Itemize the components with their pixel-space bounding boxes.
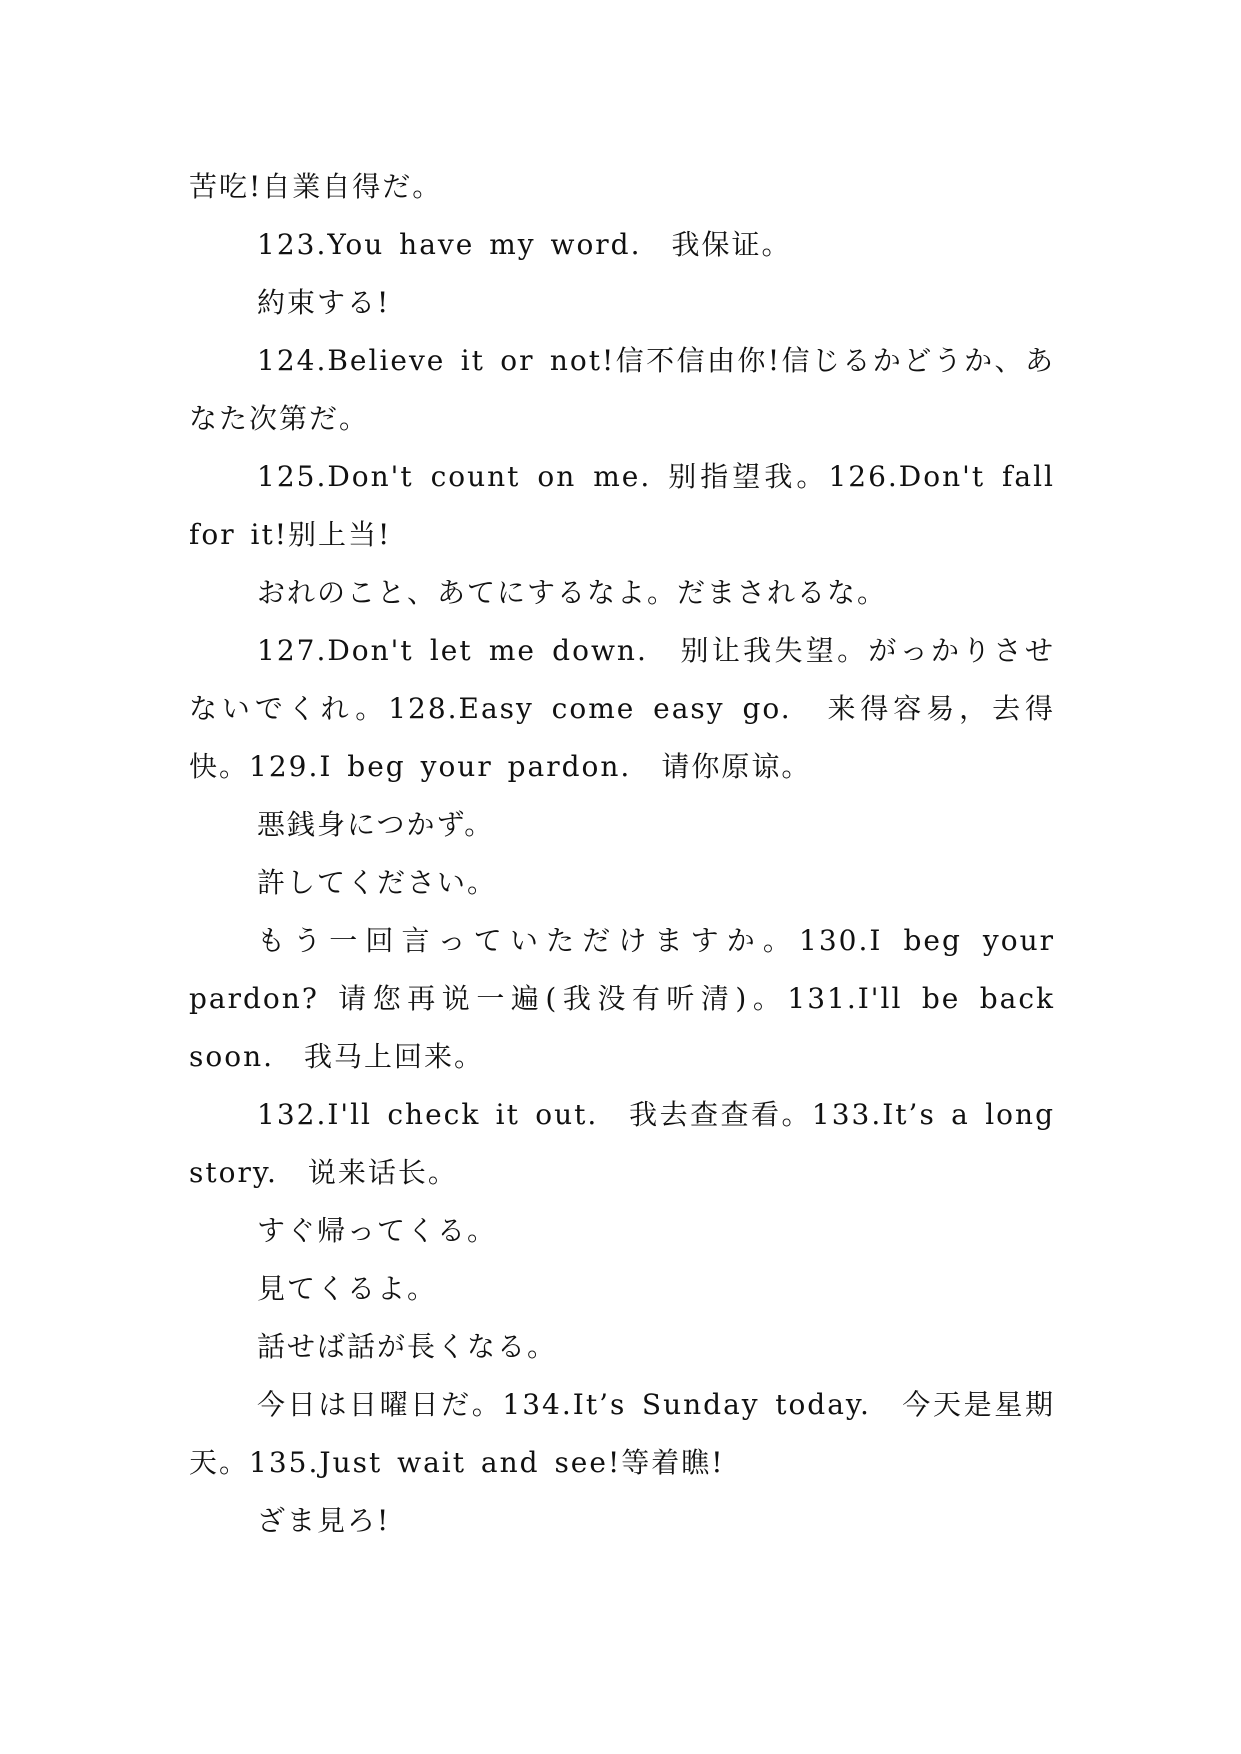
paragraph-continuation: 苦吃!自業自得だ。 <box>189 170 443 203</box>
paragraph-133-ja: 話せば話が長くなる。 <box>257 1330 558 1363</box>
paragraph-135-ja: ざま見ろ! <box>257 1504 391 1537</box>
paragraph-131-ja: すぐ帰ってくる。 <box>257 1214 498 1247</box>
paragraph-129-ja: 許してください。 <box>257 866 498 899</box>
paragraph-123: 123.You have my word. 我保证。 <box>257 228 792 261</box>
paragraph-134-135: 今日は日曜日だ。134.It’s Sunday today. 今天是星期天。135.Just wait and see!等着瞧! <box>189 1388 1055 1479</box>
paragraph-132-133: 132.I'll check it out. 我去查查看。133.It’s a long story. 说来话长。 <box>189 1098 1055 1189</box>
paragraph-127-129: 127.Don't let me down. 别让我失望。がっかりさせないでくれ。128.Easy come easy go. 来得容易，去得快。129.I beg your pardon. 请你原谅。 <box>189 634 1055 783</box>
paragraph-132-ja: 見てくるよ。 <box>257 1272 438 1305</box>
document-body <box>189 158 1055 1550</box>
paragraph-125-126: 125.Don't count on me. 别指望我。126.Don't fall for it!别上当! <box>189 460 1055 551</box>
paragraph-130-131: もう一回言っていただけますか。130.I beg your pardon? 请您再说一遍(我没有听清)。131.I'll be back soon. 我马上回来。 <box>189 924 1055 1073</box>
paragraph-124: 124.Believe it or not!信不信由你!信じるかどうか、あなた次第だ。 <box>189 344 1055 435</box>
paragraph-123-ja: 約束する! <box>257 286 391 319</box>
paragraph-125-126-ja: おれのこと、あてにするなよ。だまされるな。 <box>257 576 888 609</box>
paragraph-128-ja: 悪銭身につかず。 <box>257 808 495 841</box>
